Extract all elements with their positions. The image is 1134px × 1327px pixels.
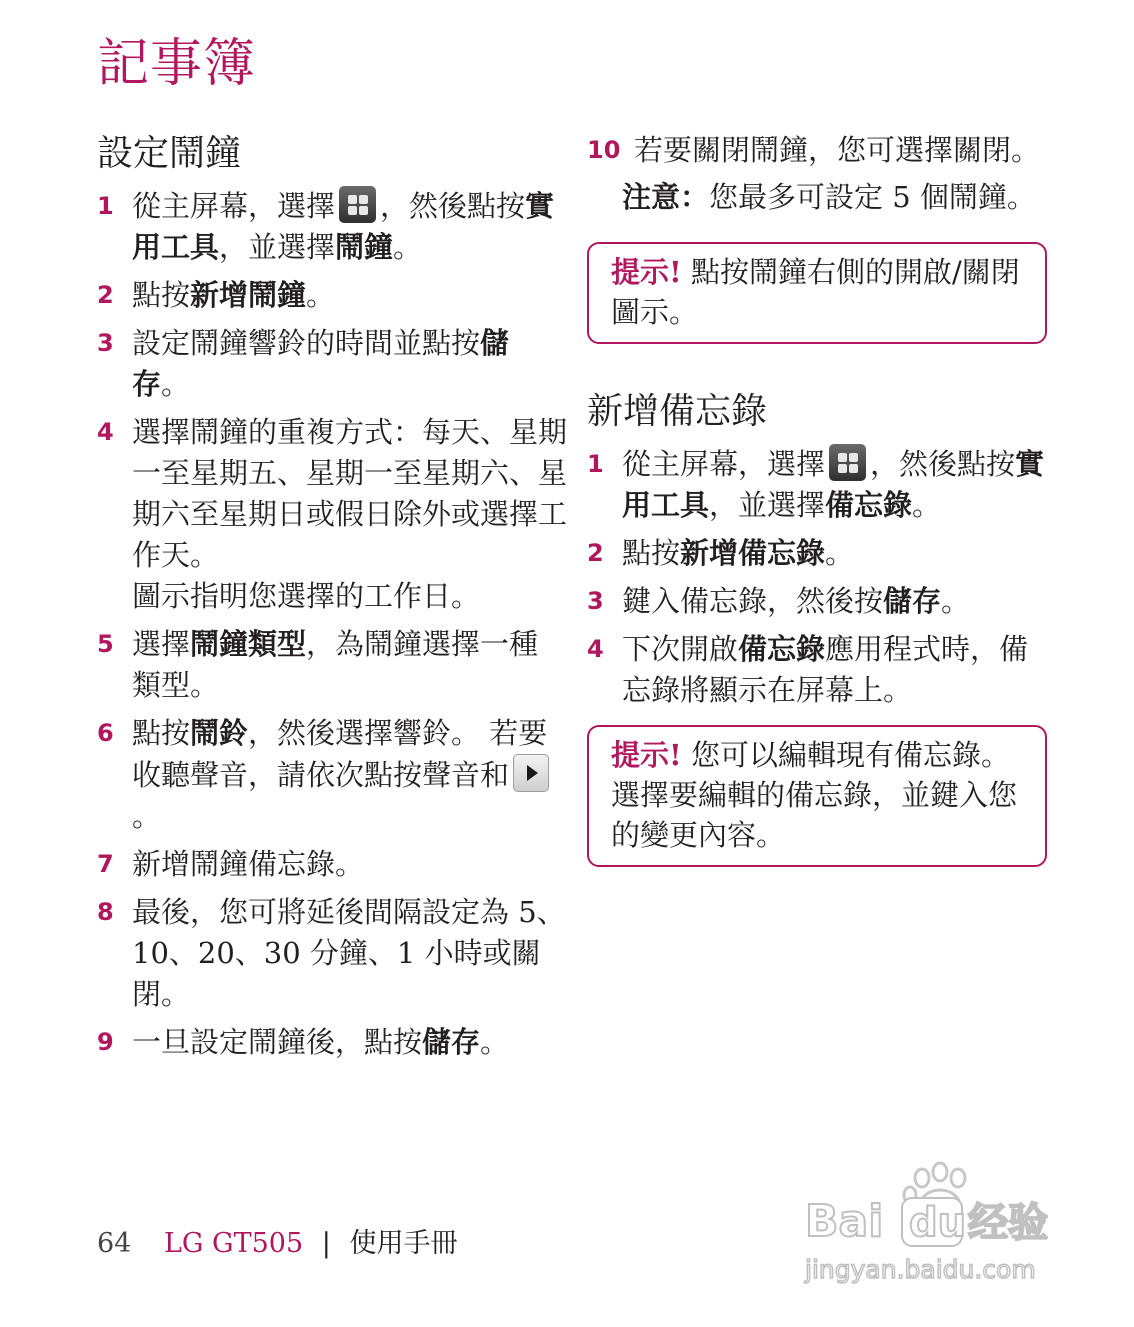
step-number: 10 bbox=[587, 136, 621, 164]
alarm-section-title: 設定鬧鐘 bbox=[97, 133, 242, 174]
step-text: ，為鬧鐘選擇一種類型。 bbox=[132, 627, 539, 702]
step-text: 。 bbox=[480, 1025, 510, 1059]
step-text: ，然後點按 bbox=[870, 447, 1016, 481]
step-text: ，並選擇 bbox=[219, 230, 336, 264]
step-text: 圖示指明您選擇的工作日。 bbox=[132, 579, 481, 613]
step-number: 1 bbox=[97, 192, 114, 220]
step-text: 下次開啟 bbox=[622, 632, 739, 666]
menu-grid-icon bbox=[339, 186, 376, 223]
step-text: 設定鬧鐘響鈴的時間並點按 bbox=[132, 326, 481, 360]
step-number: 4 bbox=[587, 635, 604, 663]
memo-step-1 bbox=[587, 444, 1047, 526]
alarm-section bbox=[97, 130, 567, 1070]
step-text: 最後，您可將延後間隔設定為 5、10、20、30 分鐘、1 小時或關閉。 bbox=[132, 895, 566, 1011]
tip-text: 您可以編輯現有備忘錄。 選擇要編輯的備忘錄，並鍵入您的變更內容。 bbox=[611, 738, 1018, 852]
tip-label: 提示! bbox=[611, 255, 682, 289]
tip-label: 提示! bbox=[611, 738, 682, 772]
menu-term-alarm-type: 鬧鐘類型 bbox=[190, 627, 307, 661]
memo-step-4 bbox=[587, 629, 1047, 711]
page-number: 64 bbox=[97, 1228, 132, 1259]
memo-section-title: 新增備忘錄 bbox=[587, 391, 768, 432]
page-title: 記事簿 bbox=[97, 34, 257, 94]
step-number: 6 bbox=[97, 719, 114, 747]
baidu-jingyan-watermark bbox=[800, 1160, 1070, 1290]
step-number: 7 bbox=[97, 850, 114, 878]
alarm-step-5 bbox=[97, 624, 567, 706]
step-number: 9 bbox=[97, 1028, 114, 1056]
watermark-brand2: du bbox=[909, 1200, 967, 1246]
step-text: ，然後選擇響鈴。 若要收聽聲音，請依次點按聲音和 bbox=[132, 716, 548, 792]
page-footer bbox=[97, 1224, 457, 1264]
model-name: LG GT505 bbox=[163, 1228, 304, 1259]
step-text: 。 bbox=[161, 367, 191, 401]
step-text: 。 bbox=[825, 536, 855, 570]
alarm-step-10 bbox=[587, 130, 1047, 171]
step-text: ，然後點按 bbox=[380, 189, 526, 223]
menu-term-utilities: 實用工具 bbox=[132, 189, 555, 264]
watermark-url: jingyan.baidu.com bbox=[805, 1255, 1036, 1284]
menu-term-memo: 備忘錄 bbox=[738, 632, 826, 666]
menu-term-memo: 備忘錄 bbox=[825, 488, 913, 522]
step-text: 。 bbox=[306, 278, 336, 312]
step-text: 新增鬧鐘備忘錄。 bbox=[132, 847, 365, 881]
note-text: 您最多可設定 5 個鬧鐘。 bbox=[709, 180, 1036, 214]
step-number: 3 bbox=[97, 329, 114, 357]
watermark-cn: 经验 bbox=[968, 1200, 1048, 1246]
step-number: 5 bbox=[97, 630, 114, 658]
memo-steps bbox=[587, 444, 1047, 711]
alarm-step-9 bbox=[97, 1022, 567, 1063]
step-text: 若要關閉鬧鐘，您可選擇關閉。 bbox=[634, 133, 1041, 167]
step-number: 1 bbox=[587, 450, 604, 478]
alarm-tip-box bbox=[587, 242, 1047, 344]
step-text: 一旦設定鬧鐘後，點按 bbox=[132, 1025, 423, 1059]
step-text: ，並選擇 bbox=[709, 488, 826, 522]
menu-grid-icon bbox=[829, 444, 866, 481]
menu-term-save: 儲存 bbox=[422, 1025, 481, 1059]
alarm-step-3 bbox=[97, 323, 567, 405]
menu-term-ringtone: 鬧鈴 bbox=[190, 716, 249, 750]
menu-term-alarm: 鬧鐘 bbox=[335, 230, 394, 264]
step-text: 從主屏幕，選擇 bbox=[622, 447, 826, 481]
memo-step-2 bbox=[587, 533, 1047, 574]
step-text: 。 bbox=[132, 799, 162, 833]
step-text: 點按 bbox=[132, 278, 191, 312]
step-number: 2 bbox=[97, 281, 114, 309]
step-text: 選擇鬧鐘的重複方式：每天、星期一至星期五、星期一至星期六、星期六至星期日或假日除外或選擇工作天。 bbox=[132, 415, 568, 572]
alarm-step-2 bbox=[97, 275, 567, 316]
alarm-step-7 bbox=[97, 844, 567, 885]
alarm-step-6 bbox=[97, 713, 567, 837]
step-text: 。 bbox=[393, 230, 423, 264]
menu-term-new-alarm: 新增鬧鐘 bbox=[190, 278, 307, 312]
step-text: 。 bbox=[941, 584, 971, 618]
tip-text: 點按鬧鐘右側的開啟/關閉圖示。 bbox=[611, 255, 1020, 329]
footer-separator: | bbox=[321, 1228, 331, 1259]
step-number: 4 bbox=[97, 418, 114, 446]
step-text: 點按 bbox=[622, 536, 681, 570]
step-text: 。 bbox=[912, 488, 942, 522]
menu-term-save: 儲存 bbox=[883, 584, 942, 618]
step-text: 應用程式時，備忘錄將顯示在屏幕上。 bbox=[622, 632, 1029, 707]
step-text: 從主屏幕，選擇 bbox=[132, 189, 336, 223]
memo-tip-box bbox=[587, 725, 1047, 867]
alarm-step-4 bbox=[97, 412, 567, 617]
menu-term-utilities: 實用工具 bbox=[622, 447, 1045, 522]
manual-label: 使用手冊 bbox=[349, 1228, 458, 1259]
step-number: 2 bbox=[587, 539, 604, 567]
alarm-steps bbox=[97, 186, 567, 1063]
play-icon bbox=[513, 754, 549, 792]
alarm-step-1 bbox=[97, 186, 567, 268]
watermark-brand: Bai bbox=[805, 1196, 884, 1247]
step-text: 點按 bbox=[132, 716, 191, 750]
step-text: 鍵入備忘錄，然後按 bbox=[622, 584, 884, 618]
step-text: 選擇 bbox=[132, 627, 191, 661]
memo-step-3 bbox=[587, 581, 1047, 622]
alarm-note bbox=[587, 177, 1047, 218]
step-number: 8 bbox=[97, 898, 114, 926]
menu-term-new-memo: 新增備忘錄 bbox=[680, 536, 826, 570]
step-number: 3 bbox=[587, 587, 604, 615]
note-label: 注意： bbox=[622, 180, 710, 214]
right-column bbox=[587, 130, 1047, 867]
menu-term-save: 儲存 bbox=[132, 326, 510, 401]
alarm-step-8 bbox=[97, 892, 567, 1015]
